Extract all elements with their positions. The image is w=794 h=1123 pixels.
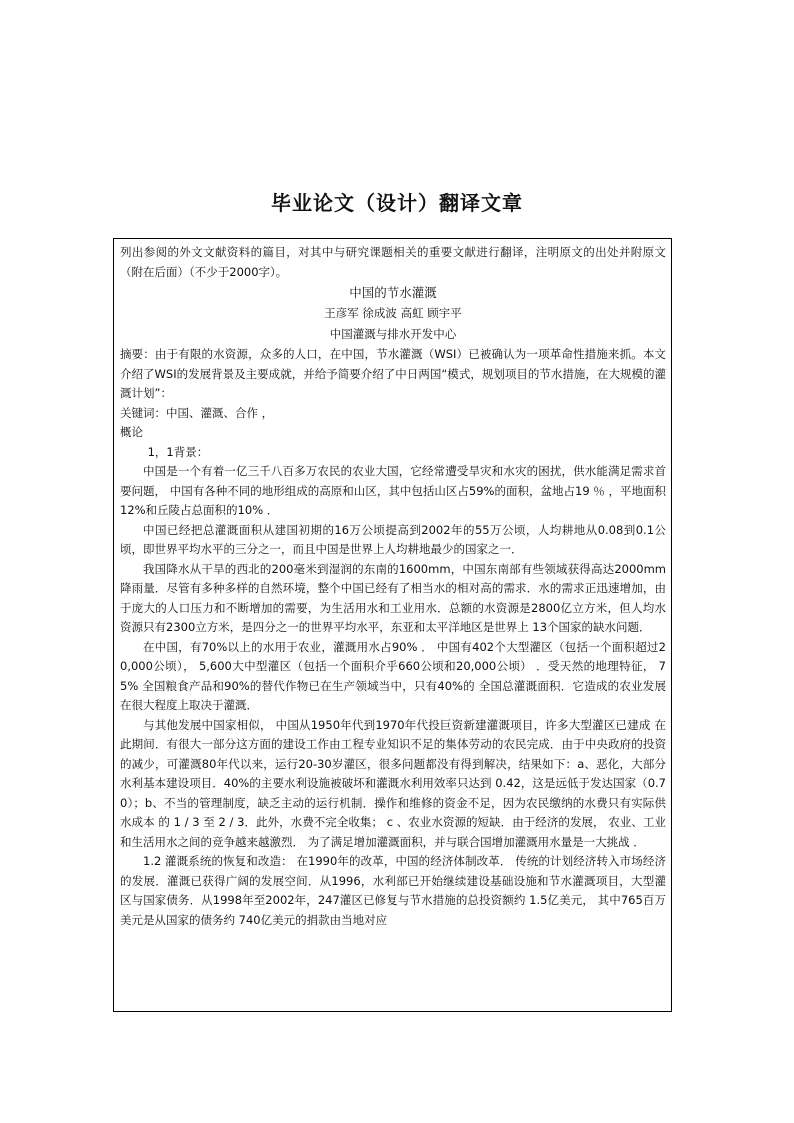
heading-background: 1，1背景： xyxy=(147,444,209,459)
keywords: 关键词：中国、灌溉、合作 ， xyxy=(120,405,274,420)
paragraph: 中国是一个有着一亿三千八百多万农民的农业大国，它经常遭受旱灾和水灾的困扰，供水能满足需求首要问题， 中国有各种不同的地形组成的高原和山区，其中包括山区占59%的面积，盆地占19 ％ ，平地面积12%和丘陵占总面积的10% ． xyxy=(120,464,666,517)
abstract: 摘要：由于有限的水资源，众多的人口，在中国，节水灌溉（WSI）已被确认为一项革命性措施来抓。本文介绍了WSI的发展背景及主要成就，并给予简要介绍了中日两国“模式，规划项目的节水措施，在大规模的灌溉计划”： xyxy=(120,347,666,400)
page-title: 毕业论文（设计）翻译文章 xyxy=(271,191,523,215)
affiliation: 中国灌溉与排水开发中心 xyxy=(329,327,457,341)
paragraph: 我国降水从干旱的西北的200毫米到湿润的东南的1600mm，中国东南部有些领域获得高达2000mm降雨量．尽管有多种多样的自然环境，整个中国已经有了相当水的相对高的需求．水的需求正迅速增加，由于庞大的人口压力和不断增加的需要，为生活用水和工业用水．总额的水资源是2800亿立方米，但人均水资源只有2300立方米，是四分之一的世界平均水平，东亚和太平洋地区是世界上 13个国家的缺水问题． xyxy=(120,561,666,634)
section-label: 概论 xyxy=(120,425,143,439)
instruction-text: 列出参阅的外文文献资料的篇目，对其中与研究课题相关的重要文献进行翻译，注明原文的出处并附原文（附在后面）（不少于2000字）。 xyxy=(120,245,666,279)
article-title: 中国的节水灌溉 xyxy=(349,285,437,300)
paragraph-restoration: 1.2 灌溉系统的恢复和改造： 在1990年的改革，中国的经济体制改革． 传统的计划经济转入市场经济的发展．灌溉已获得广阔的发展空间．从1996，水利部已开始继续建设基础设施和节水灌溉项目，大型灌区与国家债务．从1998年至2002年，247灌区已修复与节水措施的总投资额约 1.5亿美元， 其中765百万美元是从国家的债务约 740亿美元的捐款由当地对应 xyxy=(120,854,666,927)
translation-content-box xyxy=(113,238,672,1012)
paragraph: 在中国，有70%以上的水用于农业，灌溉用水占90% ． 中国有402个大型灌区（包括一个面积超过20,000公顷）， 5,600大中型灌区（包括一个面积介乎660公顷和20,000公顷） ．受天然的地理特征， 75% 全国粮食产品和90%的替代作物已在生产领域当中，只有40%的 全国总灌溉面积．它造成的农业发展在很大程度上取决于灌溉． xyxy=(120,639,666,712)
authors: 王彦军 徐成波 高虹 顾宇平 xyxy=(324,306,462,320)
paragraph: 中国已经把总灌溉面积从建国初期的16万公顷提高到2002年的55万公顷，人均耕地从0.08到0.1公顷，即世界平均水平的三分之一，而且中国是世界上人均耕地最少的国家之一． xyxy=(120,522,666,556)
paragraph: 与其他发展中国家相似， 中国从1950年代到1970年代投巨资新建灌溉项目，许多大型灌区已建成 在此期间．有很大一部分这方面的建设工作由工程专业知识不足的集体劳动的农民完成．由于中央政府的投资的减少，可灌溉80年代以来，运行20-30岁灌区，很多问题都没有得到解决，结果如下：a、恶化，大部分水利基本建设项目．40%的主要水利设施被破坏和灌溉水利用效率只达到 0.42，这是远低于发达国家（0.70）；b、不当的管理制度，缺乏主动的运行机制．操作和维修的资金不足，因为农民缴纳的水费只有实际供水成本 的 1 / 3 至 2 / 3．此外，水费不完全收集； c 、农业水资源的短缺．由于经济的发展， 农业、工业和生活用水之间的竞争越来越激烈． 为了满足增加灌溉面积，并与联合国增加灌溉用水量是一大挑战 ． xyxy=(120,717,666,849)
